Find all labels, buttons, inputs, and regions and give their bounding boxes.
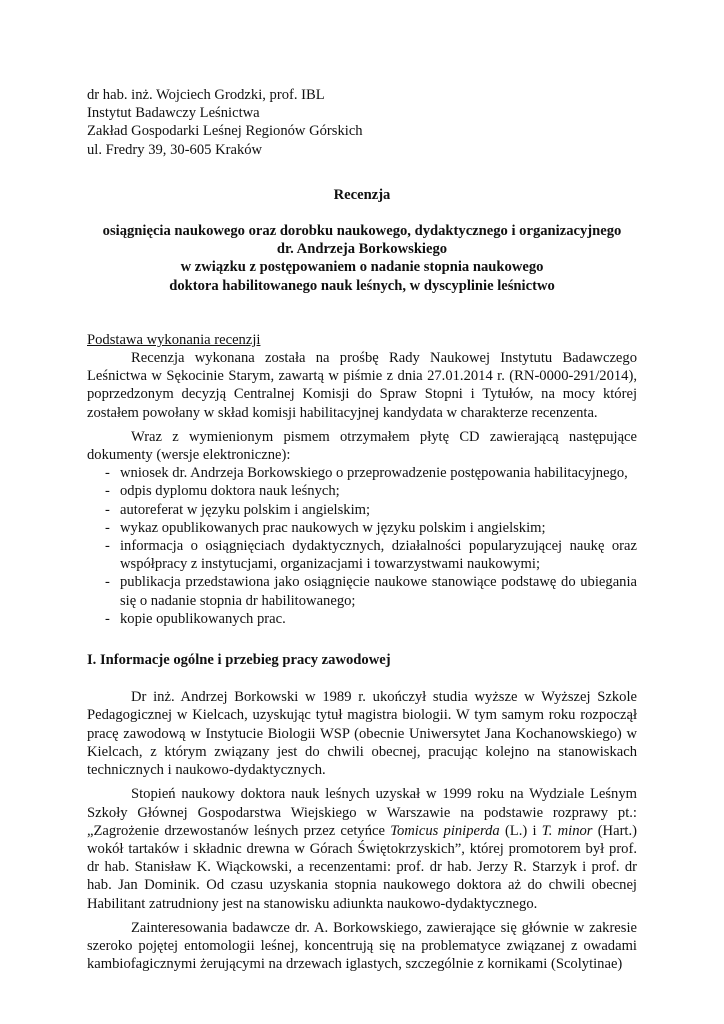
list-item-text: autoreferat w języku polskim i angielskim; <box>120 501 371 518</box>
list-item-text: informacja o osiągnięciach dydaktycznych, działalności popularyzującej naukę oraz współpracy z instytucjami, organizacjami i towarzystwami naukowymi; <box>120 538 637 573</box>
dash-marker: - <box>105 501 110 518</box>
list-item <box>87 501 637 519</box>
document-subtitle <box>87 222 637 295</box>
dash-marker: - <box>105 465 110 482</box>
species-name: Tomicus piniperda <box>390 822 500 839</box>
documents-list <box>87 464 637 628</box>
list-item-text: wniosek dr. Andrzeja Borkowskiego o przeprowadzenie postępowania habilitacyjnego, <box>120 465 628 482</box>
section-1-paragraph-2 <box>87 785 637 912</box>
section-1-paragraph-1: Dr inż. Andrzej Borkowski w 1989 r. ukończył studia wyższe w Wyższej Szkole Pedagogicznej w Kielcach, uzyskując tytuł magistra biologii. W tym samym roku rozpoczął pracę zawodową w Instytucie Biologii WSP (obecnie Uniwersytet Jana Kochanowskiego) w Kielcach, z którym związany jest do chwili obecnej, pracując kolejno na stanowiskach technicznych i naukowo-dydaktycznych. <box>87 689 637 779</box>
list-item <box>87 464 637 482</box>
basis-paragraph-1: Recenzja wykonana została na prośbę Rady Naukowej Instytutu Badawczego Leśnictwa w Sękocinie Starym, zawartą w piśmie z dnia 27.01.2014 r. (RN-0000-291/2014), poprzedzonym decyzją Centralnej Komisji do Spraw Stopni i Tytułów, na mocy której zostałem powołany w skład komisji habilitacyjnej kandydata w charakterze recenzenta. <box>87 350 637 421</box>
paragraph-text: Stopień naukowy doktora nauk leśnych uzyskał w 1999 roku na Wydziale Leśnym Szkoły Głównej Gospodarstwa Wiejskiego w Warszawie na podstawie rozprawy pt.: „Zagrożenie drzewostanów leśnych przez cetyńce <box>87 786 637 839</box>
subtitle-line: doktora habilitowanego nauk leśnych, w dyscyplinie leśnictwo <box>169 277 555 294</box>
section-1-heading: I. Informacje ogólne i przebieg pracy zawodowej <box>87 652 391 669</box>
author-department: Zakład Gospodarki Leśnej Regionów Górskich <box>87 123 363 140</box>
author-address-block <box>87 86 637 159</box>
subtitle-line: dr. Andrzeja Borkowskiego <box>276 241 448 258</box>
list-item-text: odpis dyplomu doktora nauk leśnych; <box>120 483 340 500</box>
list-item <box>87 482 637 500</box>
dash-marker: - <box>105 610 110 627</box>
list-item <box>87 519 637 537</box>
list-item-text: publikacja przedstawiona jako osiągnięcie naukowe stanowiące podstawę do ubiegania się o nadanie stopnia dr habilitowanego; <box>120 574 637 609</box>
subtitle-line: osiągnięcia naukowego oraz dorobku naukowego, dydaktycznego i organizacyjnego <box>102 223 622 240</box>
document-page <box>87 86 637 973</box>
list-item <box>87 537 637 573</box>
basis-paragraph-2: Wraz z wymienionym pismem otrzymałem płytę CD zawierającą następujące dokumenty (wersje elektroniczne): <box>87 428 637 464</box>
author-institute: Instytut Badawczy Leśnictwa <box>87 105 260 122</box>
list-item-text: kopie opublikowanych prac. <box>120 610 286 627</box>
author-address: ul. Fredry 39, 30-605 Kraków <box>87 141 263 158</box>
dash-marker: - <box>105 483 110 500</box>
paragraph-text: (Hart.) wokół tartaków i składnic drewna w Górach Świętokrzyskich”, której promotorem był prof. dr hab. Stanisław K. Wiąckowski, a recenzentami: prof. dr hab. Jerzy R. Starzyk i prof. dr hab. Jan Dominik. Od czasu uzyskania stopnia naukowego doktora aż do chwili obecnej Habilitant zatrudniony jest na stanowisku adiunkta naukowo-dydaktycznego. <box>87 822 637 912</box>
dash-marker: - <box>105 519 110 536</box>
section-1-paragraph-3: Zainteresowania badawcze dr. A. Borkowskiego, zawierające się głównie w zakresie szeroko pojętej entomologii leśnej, koncentrują się na problematyce związanej z owadami kambiofagicznymi żerującymi na drzewach iglastych, szczególnie z kornikami (Scolytinae) <box>87 919 637 973</box>
species-name: T. minor <box>541 822 593 839</box>
document-title: Recenzja <box>333 186 391 203</box>
subtitle-line: w związku z postępowaniem o nadanie stopnia naukowego <box>180 259 544 276</box>
author-name: dr hab. inż. Wojciech Grodzki, prof. IBL <box>87 87 325 103</box>
list-item <box>87 573 637 609</box>
basis-section-label: Podstawa wykonania recenzji <box>87 331 261 348</box>
dash-marker: - <box>105 538 110 555</box>
dash-marker: - <box>105 574 110 591</box>
list-item-text: wykaz opublikowanych prac naukowych w języku polskim i angielskim; <box>120 519 546 536</box>
list-item <box>87 610 637 628</box>
paragraph-text: (L.) i <box>499 822 542 839</box>
